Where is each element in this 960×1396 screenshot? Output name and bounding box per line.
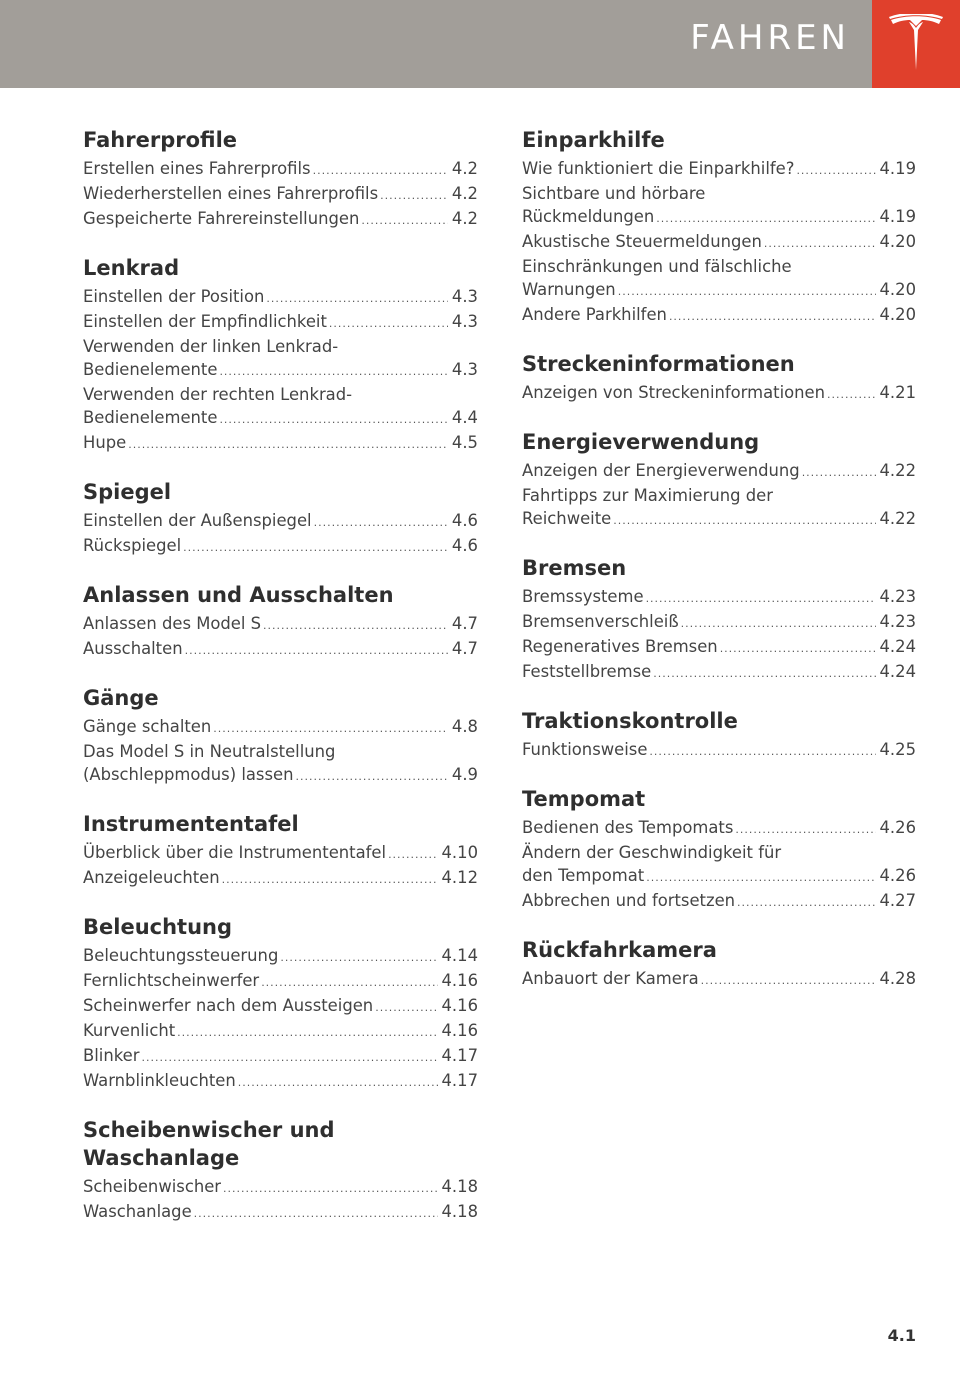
page-number: 4.1 — [887, 1326, 916, 1345]
toc-entry-label: Rückspiegel — [83, 536, 182, 555]
toc-entry-page: 4.23 — [879, 587, 916, 606]
toc-entry-label: Anzeigen von Streckeninformationen — [522, 383, 826, 402]
toc-entry-page: 4.14 — [441, 946, 478, 965]
toc-section — [83, 1116, 478, 1225]
toc-entry[interactable] — [522, 381, 916, 406]
dot-leader — [313, 159, 448, 182]
toc-entry-page: 4.10 — [441, 843, 478, 862]
toc-entry[interactable] — [83, 969, 478, 994]
section-title: Einparkhilfe — [522, 128, 665, 152]
toc-entry[interactable] — [83, 358, 478, 383]
dot-leader — [213, 717, 448, 740]
toc-entry-first-line[interactable]: Das Model S in Neutralstellung — [83, 742, 336, 761]
toc-section — [83, 810, 478, 891]
dot-leader — [361, 209, 448, 232]
section-title: Bremsen — [522, 556, 627, 580]
section-title: Lenkrad — [83, 256, 180, 280]
toc-entry-first-line[interactable]: Verwenden der linken Lenkrad- — [83, 337, 339, 356]
toc-entry-label: Anzeigeleuchten — [83, 868, 220, 887]
dot-leader — [222, 868, 438, 891]
toc-entry-label: (Abschleppmodus) lassen — [83, 765, 294, 784]
toc-entry-label: Bedienelemente — [83, 360, 218, 379]
dot-leader — [295, 765, 447, 788]
toc-entry-page: 4.6 — [451, 536, 478, 555]
toc-entry[interactable] — [83, 310, 478, 335]
toc-entry-page: 4.18 — [441, 1202, 478, 1221]
toc-entry-label: Gespeicherte Fahrereinstellungen — [83, 209, 360, 228]
section-title: Beleuchtung — [83, 915, 233, 939]
toc-entry-label: Abbrechen und fortsetzen — [522, 891, 736, 910]
dot-leader — [796, 159, 875, 182]
toc-section — [522, 785, 916, 914]
dot-leader — [314, 511, 448, 534]
toc-section — [522, 126, 916, 328]
tesla-logo-icon — [887, 14, 945, 74]
dot-leader — [656, 207, 875, 230]
toc-entry[interactable] — [522, 230, 916, 255]
toc-entry-page: 4.8 — [451, 717, 478, 736]
toc-entry-page: 4.17 — [441, 1071, 478, 1090]
dot-leader — [380, 184, 448, 207]
toc-entry-page: 4.17 — [441, 1046, 478, 1065]
toc-entry[interactable] — [522, 303, 916, 328]
toc-entry-label: Einstellen der Außenspiegel — [83, 511, 312, 530]
page-header — [0, 0, 960, 88]
section-title: Traktionskontrolle — [522, 709, 738, 733]
toc-entry-page: 4.4 — [451, 408, 478, 427]
toc-entry[interactable] — [83, 182, 478, 207]
toc-section — [522, 428, 916, 532]
dot-leader — [219, 408, 447, 431]
toc-entry[interactable] — [83, 1175, 478, 1200]
toc-entry-label: Kurvenlicht — [83, 1021, 176, 1040]
toc-entry[interactable] — [83, 715, 478, 740]
toc-entry-label: den Tempomat — [522, 866, 645, 885]
toc-entry-page: 4.2 — [451, 184, 478, 203]
toc-entry-page: 4.24 — [879, 637, 916, 656]
dot-leader — [701, 969, 876, 992]
toc-entry-label: Überblick über die Instrumententafel — [83, 843, 387, 862]
dot-leader — [764, 232, 876, 255]
dot-leader — [653, 662, 875, 685]
toc-right-column — [522, 126, 916, 1014]
toc-entry-label: Blinker — [83, 1046, 140, 1065]
chapter-title: FAHREN — [690, 18, 850, 58]
toc-section — [83, 684, 478, 788]
toc-section — [83, 581, 478, 662]
toc-entry-label: Reichweite — [522, 509, 612, 528]
toc-entry-page: 4.22 — [879, 461, 916, 480]
toc-entry-label: Einstellen der Position — [83, 287, 265, 306]
toc-entry[interactable] — [83, 1200, 478, 1225]
dot-leader — [618, 280, 876, 303]
dot-leader — [238, 1071, 438, 1094]
toc-entry-page: 4.25 — [879, 740, 916, 759]
toc-entry-first-line[interactable]: Verwenden der rechten Lenkrad- — [83, 385, 353, 404]
toc-entry-label: Anbauort der Kamera — [522, 969, 699, 988]
toc-entry-label: Regeneratives Bremsen — [522, 637, 718, 656]
toc-entry[interactable] — [522, 738, 916, 763]
dot-leader — [280, 946, 437, 969]
toc-entry-page: 4.20 — [879, 305, 916, 324]
dot-leader — [141, 1046, 437, 1069]
dot-leader — [646, 587, 876, 610]
logo-box — [872, 0, 960, 88]
section-title: Energieverwendung — [522, 430, 760, 454]
dot-leader — [802, 461, 876, 484]
toc-entry[interactable] — [83, 157, 478, 182]
dot-leader — [177, 1021, 437, 1044]
section-title: Streckeninformationen — [522, 352, 795, 376]
toc-entry[interactable] — [83, 431, 478, 456]
toc-entry-label: Feststellbremse — [522, 662, 652, 681]
dot-leader — [613, 509, 875, 532]
toc-entry-page: 4.6 — [451, 511, 478, 530]
toc-entry-label: Scheinwerfer nach dem Aussteigen — [83, 996, 374, 1015]
toc-entry-label: Scheibenwischer — [83, 1177, 222, 1196]
toc-entry-label: Bremssysteme — [522, 587, 644, 606]
section-title: Scheibenwischer und Waschanlage — [83, 1118, 335, 1170]
dot-leader — [737, 891, 875, 914]
toc-entry-page: 4.3 — [451, 312, 478, 331]
toc-entry-label: Beleuchtungssteuerung — [83, 946, 279, 965]
toc-entry-page: 4.9 — [451, 765, 478, 784]
dot-leader — [261, 971, 437, 994]
section-title: Fahrerprofile — [83, 128, 238, 152]
toc-entry-page: 4.22 — [879, 509, 916, 528]
toc-entry-page: 4.20 — [879, 280, 916, 299]
toc-entry-first-line[interactable]: Sichtbare und hörbare — [522, 184, 706, 203]
toc-entry[interactable] — [83, 994, 478, 1019]
toc-entry[interactable] — [83, 285, 478, 310]
toc-entry-label: Wiederherstellen eines Fahrerprofils — [83, 184, 379, 203]
toc-entry[interactable] — [83, 509, 478, 534]
toc-section — [522, 936, 916, 992]
toc-entry[interactable] — [83, 1044, 478, 1069]
toc-entry-label: Hupe — [83, 433, 127, 452]
toc-entry-label: Anzeigen der Energieverwendung — [522, 461, 800, 480]
toc-entry[interactable] — [522, 889, 916, 914]
toc-entry-page: 4.26 — [879, 818, 916, 837]
toc-entry-label: Gänge schalten — [83, 717, 212, 736]
toc-left-column — [83, 126, 478, 1247]
toc-entry-label: Ausschalten — [83, 639, 183, 658]
toc-entry-page: 4.2 — [451, 209, 478, 228]
toc-entry-first-line[interactable]: Fahrtipps zur Maximierung der — [522, 486, 773, 505]
toc-entry-page: 4.12 — [441, 868, 478, 887]
dot-leader — [388, 843, 437, 866]
section-title: Tempomat — [522, 787, 646, 811]
toc-entry-page: 4.16 — [441, 996, 478, 1015]
toc-entry-page: 4.2 — [451, 159, 478, 178]
toc-entry-page: 4.3 — [451, 287, 478, 306]
toc-entry-page: 4.18 — [441, 1177, 478, 1196]
dot-leader — [263, 614, 448, 637]
toc-entry-page: 4.20 — [879, 232, 916, 251]
toc-entry[interactable] — [522, 585, 916, 610]
toc-section — [83, 254, 478, 456]
toc-entry[interactable] — [83, 207, 478, 232]
section-title: Gänge — [83, 686, 159, 710]
toc-entry[interactable] — [522, 507, 916, 532]
toc-entry-label: Rückmeldungen — [522, 207, 655, 226]
toc-entry[interactable] — [522, 660, 916, 685]
toc-entry[interactable] — [83, 944, 478, 969]
toc-entry[interactable] — [522, 635, 916, 660]
section-title: Spiegel — [83, 480, 172, 504]
dot-leader — [827, 383, 875, 406]
toc-entry-label: Warnblinkleuchten — [83, 1071, 236, 1090]
section-title: Anlassen und Ausschalten — [83, 583, 394, 607]
dot-leader — [375, 996, 437, 1019]
toc-entry-page: 4.24 — [879, 662, 916, 681]
toc-entry[interactable] — [83, 866, 478, 891]
toc-entry[interactable] — [83, 612, 478, 637]
dot-leader — [266, 287, 448, 310]
toc-entry-page: 4.27 — [879, 891, 916, 910]
toc-entry-first-line[interactable]: Einschränkungen und fälschliche — [522, 257, 792, 276]
toc-section — [522, 707, 916, 763]
toc-entry-label: Einstellen der Empfindlichkeit — [83, 312, 327, 331]
toc-entry-label: Andere Parkhilfen — [522, 305, 667, 324]
dot-leader — [223, 1177, 437, 1200]
toc-entry[interactable] — [522, 459, 916, 484]
dot-leader — [329, 312, 448, 335]
toc-entry[interactable] — [522, 205, 916, 230]
toc-entry-label: Anlassen des Model S — [83, 614, 262, 633]
toc-entry-page: 4.19 — [879, 159, 916, 178]
toc-entry[interactable] — [83, 763, 478, 788]
toc-entry[interactable] — [522, 610, 916, 635]
dot-leader — [194, 1202, 438, 1225]
toc-entry-page: 4.16 — [441, 971, 478, 990]
toc-entry-page: 4.5 — [451, 433, 478, 452]
toc-section — [83, 126, 478, 232]
toc-entry-page: 4.7 — [451, 639, 478, 658]
toc-entry-page: 4.3 — [451, 360, 478, 379]
toc-entry[interactable] — [83, 841, 478, 866]
dot-leader — [183, 536, 448, 559]
toc-entry[interactable] — [522, 157, 916, 182]
toc-entry-page: 4.19 — [879, 207, 916, 226]
dot-leader — [720, 637, 876, 660]
toc-entry-first-line[interactable]: Ändern der Geschwindigkeit für — [522, 843, 782, 862]
dot-leader — [646, 866, 875, 889]
toc-entry-page: 4.26 — [879, 866, 916, 885]
toc-entry-label: Funktionsweise — [522, 740, 648, 759]
toc-entry-label: Fernlichtscheinwerfer — [83, 971, 260, 990]
toc-entry[interactable] — [83, 637, 478, 662]
toc-entry-page: 4.28 — [879, 969, 916, 988]
dot-leader — [681, 612, 876, 635]
toc-entry-label: Bremsenverschleiß — [522, 612, 679, 631]
dot-leader — [669, 305, 876, 328]
toc-section — [83, 913, 478, 1094]
toc-entry-page: 4.21 — [879, 383, 916, 402]
section-title: Instrumententafel — [83, 812, 299, 836]
dot-leader — [649, 740, 875, 763]
dot-leader — [185, 639, 448, 662]
dot-leader — [128, 433, 448, 456]
dot-leader — [735, 818, 875, 841]
toc-entry[interactable] — [83, 406, 478, 431]
dot-leader — [219, 360, 447, 383]
toc-entry-label: Akustische Steuermeldungen — [522, 232, 762, 251]
toc-section — [522, 554, 916, 685]
toc-entry-page: 4.16 — [441, 1021, 478, 1040]
toc-entry[interactable] — [522, 967, 916, 992]
toc-section — [522, 350, 916, 406]
toc-entry[interactable] — [522, 278, 916, 303]
toc-entry-label: Warnungen — [522, 280, 616, 299]
toc-entry-page: 4.23 — [879, 612, 916, 631]
toc-entry[interactable] — [522, 816, 916, 841]
toc-entry[interactable] — [522, 864, 916, 889]
toc-entry[interactable] — [83, 1069, 478, 1094]
toc-entry-label: Bedienen des Tempomats — [522, 818, 734, 837]
toc-entry-label: Wie funktioniert die Einparkhilfe? — [522, 159, 795, 178]
toc-entry[interactable] — [83, 1019, 478, 1044]
toc-entry-label: Bedienelemente — [83, 408, 218, 427]
toc-entry-label: Waschanlage — [83, 1202, 192, 1221]
toc-entry-page: 4.7 — [451, 614, 478, 633]
toc-entry[interactable] — [83, 534, 478, 559]
section-title: Rückfahrkamera — [522, 938, 717, 962]
toc-section — [83, 478, 478, 559]
toc-entry-label: Erstellen eines Fahrerprofils — [83, 159, 311, 178]
